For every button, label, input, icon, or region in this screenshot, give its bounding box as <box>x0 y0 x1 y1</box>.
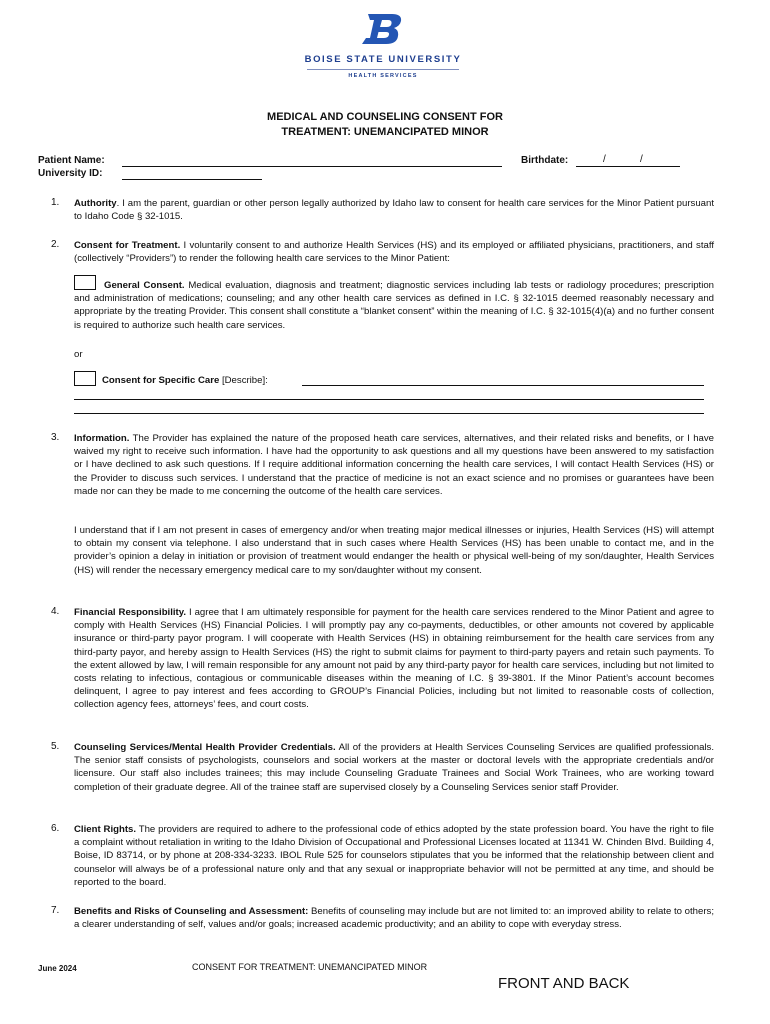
footer-title: CONSENT FOR TREATMENT: UNEMANCIPATED MINOR <box>192 962 428 972</box>
specific-care-text: [Describe]: <box>219 375 268 386</box>
section-1-heading: Authority <box>74 198 117 209</box>
department-name: HEALTH SERVICES <box>348 73 418 79</box>
birthdate-slash-1: / <box>603 154 606 165</box>
section-6-heading: Client Rights. <box>74 824 137 835</box>
section-1-authority <box>74 197 714 223</box>
section-4-financial <box>74 606 714 712</box>
section-4-heading: Financial Responsibility. <box>74 607 187 618</box>
specific-care-heading: Consent for Specific Care <box>102 375 220 386</box>
patient-name-field[interactable] <box>122 166 502 167</box>
university-name: BOISE STATE UNIVERSITY <box>304 54 462 65</box>
section-3-paragraph-2: I understand that if I am not present in cases of emergency and/or when treating major medical illnesses or injuries, Health Services (HS) will attempt to obtain my consent via telephone. I also understand that in such cases where Health Services (HS) has been unable to contact me, and in the provider’s opinion a delay in initiation or provision of treatment would endanger the health or physical well-being of my son/daughter, Health Services (HS) will render the necessary emergency medical care to my son/daughter without my consent. <box>74 525 714 576</box>
specific-care-field-line-3[interactable] <box>74 413 704 414</box>
section-6-text: The providers are required to adhere to the professional code of ethics adopted by the state profession board. You have the right to file a complaint without retaliation in writing to the Idaho Division of Occupational and Professional Licenses located at 11341 W. Chinden Blvd. Building 4, Boise, ID 83714, or by phone at 208-334-3233. IBOL Rule 525 for counselors stipulates that you be informed that the relationship between client and counselor will always be of a professional nature only and that any sexual or inappropriate behavior will not be permitted at any time, and should be reported to the board. <box>74 824 715 888</box>
birthdate-slash-2: / <box>640 154 643 165</box>
specific-care-checkbox[interactable] <box>74 371 96 386</box>
section-7-heading: Benefits and Risks of Counseling and Assessment: <box>74 906 309 917</box>
front-and-back-note: FRONT AND BACK <box>498 975 630 992</box>
general-consent-heading: General Consent. <box>104 280 185 291</box>
section-6-number: 6. <box>51 823 60 834</box>
university-id-field[interactable] <box>122 179 262 180</box>
or-text: or <box>74 349 83 360</box>
section-5-counseling <box>74 741 714 794</box>
birthdate-field[interactable] <box>576 166 680 167</box>
general-consent-paragraph <box>74 279 714 332</box>
specific-care-field-line-2[interactable] <box>74 399 704 400</box>
section-4-number: 4. <box>51 606 60 617</box>
section-3-heading: Information. <box>74 433 130 444</box>
section-2-consent <box>74 239 714 265</box>
document-title <box>150 110 620 140</box>
section-5-heading: Counseling Services/Mental Health Provider Credentials. <box>74 742 336 753</box>
section-6-client-rights <box>74 823 714 889</box>
footer-date: June 2024 <box>38 964 77 973</box>
university-id-label: University ID: <box>38 168 103 179</box>
title-line-1: MEDICAL AND COUNSELING CONSENT FOR <box>267 111 503 123</box>
section-7-number: 7. <box>51 905 60 916</box>
logo-divider <box>307 69 459 70</box>
section-5-number: 5. <box>51 741 60 752</box>
specific-care-label <box>102 374 302 387</box>
section-2-heading: Consent for Treatment. <box>74 240 181 251</box>
section-2-text: I voluntarily consent to and authorize Health Services (HS) and its employed or affiliated physicians, practitioners, and staff (collectively “Providers”) to render the following health care services to the Minor Patient: <box>74 240 714 265</box>
boise-state-b-logo-icon <box>362 12 404 46</box>
section-4-text: I agree that I am ultimately responsible for payment for the health care services rendered to the Minor Patient and agree to comply with Health Services (HS) Financial Policies. I will promptly pay any co-payments, deductibles, or other amounts not covered by applicable insurance or third-party payor program. I will cooperate with Health Services (HS) in obtaining reimbursement for the health care services from any third-party payor, and hereby assign to Health Services (HS) the right to submit claims for payment to third-party payers and retain such payments. To the extent allowed by law, I will remain responsible for any amount not paid by any third-party payor for health care services, including but not limited to costs relating to infectious, contagious or communicable diseases within the meaning of I.C. § 39-3801. If the Minor Patient’s account becomes delinquent, I agree to pay interest and fees according to GROUP’s Financial Policies, including but not limited to reasonable costs of collection, collection agency fees, attorneys’ fees, and court costs. <box>74 607 714 711</box>
title-line-2: TREATMENT: UNEMANCIPATED MINOR <box>281 126 489 138</box>
patient-name-label: Patient Name: <box>38 155 105 166</box>
section-1-number: 1. <box>51 197 60 208</box>
section-5-text: All of the providers at Health Services Counseling Services are qualified professionals. The senior staff consists of psychologists, counselors and social workers at the master or doctoral levels with the appropriate credentials and/or licensure. Our staff also includes trainees; this may include Counseling Graduate Trainees and Social Work Trainees, who are working toward completion of their graduate degree. All of the trainee staff are supervised closely by a Counseling Services senior staff Provider. <box>74 742 714 793</box>
section-7-benefits-risks <box>74 905 714 931</box>
section-3-number: 3. <box>51 432 60 443</box>
section-7-text: Benefits of counseling may include but are not limited to: an improved ability to relate to others; a clearer understanding of self, values and/or goals; increased academic productivity; and an ability to cope with everyday stress. <box>74 906 714 931</box>
general-consent-text: Medical evaluation, diagnosis and treatment; diagnostic services including lab tests or radiology procedures; prescription and administration of medications; counseling; and any other health care services as defined in I.C. § 32-1015 deemed reasonably necessary and appropriate by the treating Provider. This consent shall constitute a “blanket consent” within the meaning of I.C. § 32-1015(4)(a) and no further consent is required to authorize such health care services. <box>74 280 715 331</box>
section-1-text: . I am the parent, guardian or other person legally authorized by Idaho law to consent for health care services for the Minor Patient pursuant to Idaho Code § 32-1015. <box>74 198 714 223</box>
section-3-text: The Provider has explained the nature of the proposed heath care services, alternatives, and their related risks and benefits, or I have waived my right to receive such information. I have had the opportunity to ask questions and all my questions have been answered to my satisfaction or I have declined to ask such questions. If I require additional information concerning the health care services, I will contact Health Services (HS) or the Provider to discuss such services. I understand that the practice of medicine is not an exact science and no promises or guarantees have been made nor can they be made to me concerning the outcome of the health care services. <box>74 433 714 497</box>
section-3-information <box>74 432 714 498</box>
specific-care-field-line-1[interactable] <box>302 385 704 386</box>
university-logo <box>299 12 467 79</box>
section-2-number: 2. <box>51 239 60 250</box>
birthdate-label: Birthdate: <box>521 155 569 166</box>
